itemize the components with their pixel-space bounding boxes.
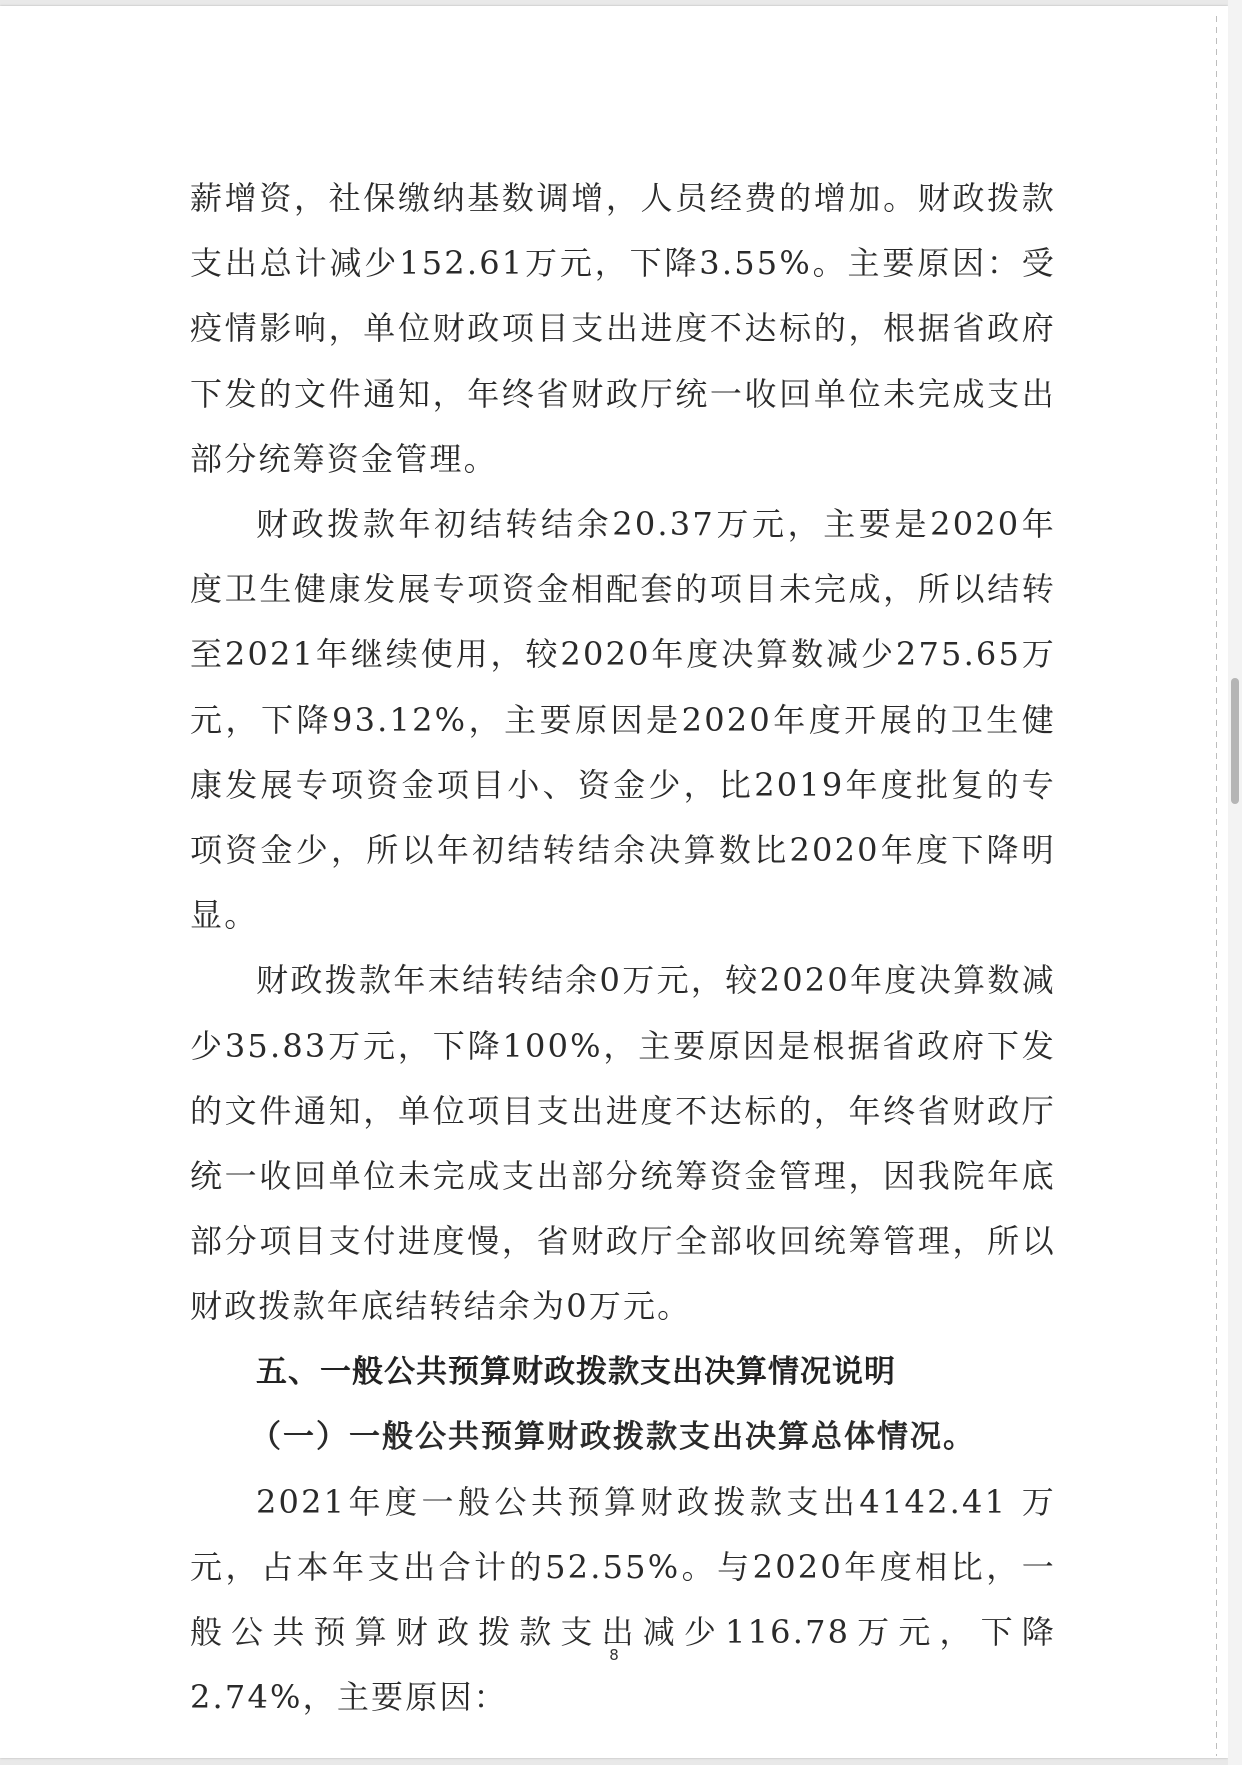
vertical-scrollbar[interactable] xyxy=(1228,0,1242,1765)
section-heading: 五、一般公共预算财政拨款支出决算情况说明 xyxy=(256,1353,896,1390)
page-edge-line xyxy=(1216,16,1217,1756)
scrollbar-thumb[interactable] xyxy=(1231,678,1239,804)
page-number: 8 xyxy=(609,1646,619,1664)
paragraph-year-end-carryover: 财政拨款年末结转结余0万元，较2020年度决算数减少35.83万元，下降100%，主要原因是根据省政府下发的文件通知，单位项目支出进度不达标的，年终省财政厅统一收回单位未完成支出部分统筹资金管理，因我院年底部分项目支付进度慢，省财政厅全部收回统筹管理，所以财政拨款年底结转结余为0万元。 xyxy=(190,961,1056,1326)
paragraph-general-budget: 2021年度一般公共预算财政拨款支出4142.41 万元，占本年支出合计的52.55%。与2020年度相比，一般公共预算财政拨款支出减少116.78万元，下降2.74%，主要原因： xyxy=(190,1482,1056,1717)
document-page xyxy=(0,6,1228,1758)
paragraph-continued: 薪增资，社保缴纳基数调增，人员经费的增加。财政拨款支出总计减少152.61万元，下降3.55%。主要原因：受疫情影响，单位财政项目支出进度不达标的，根据省政府下发的文件通知，年终省财政厅统一收回单位未完成支出部分统筹资金管理。 xyxy=(190,179,1056,478)
document-body xyxy=(190,166,1056,1730)
paragraph-initial-carryover: 财政拨款年初结转结余20.37万元，主要是2020年度卫生健康发展专项资金相配套的项目未完成，所以结转至2021年继续使用，较2020年度决算数减少275.65万元，下降93.12%，主要原因是2020年度开展的卫生健康发展专项资金项目小、资金少，比2019年度批复的专项资金少，所以年初结转结余决算数比2020年度下降明显。 xyxy=(190,505,1056,935)
subsection-heading: （一）一般公共预算财政拨款支出决算总体情况。 xyxy=(250,1418,976,1455)
